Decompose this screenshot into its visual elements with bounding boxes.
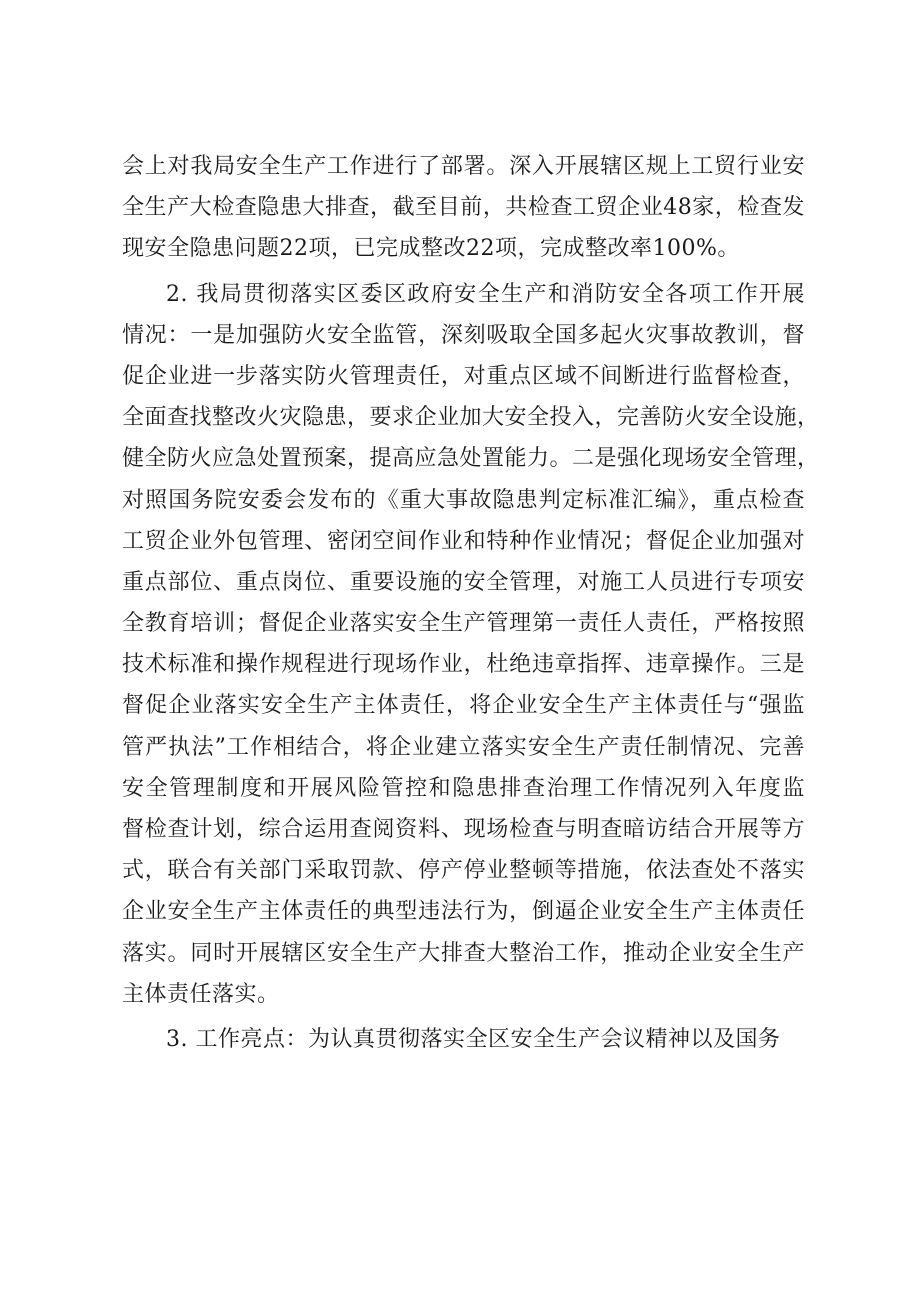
paragraph-3: [122, 1019, 805, 1060]
text-line: 促企业进一步落实防火管理责任，对重点区域不间断进行监督检查，: [122, 363, 805, 389]
text-line: 主体责任落实。: [122, 981, 280, 1007]
text-line: 全面查找整改火灾隐患，要求企业加大安全投入，完善防火安全设施，: [122, 405, 820, 431]
text-line: 会上对我局安全生产工作进行了部署。深入开展辖区规上工贸行业安: [122, 154, 805, 179]
text-line: 式，联合有关部门采取罚款、停产停业整顿等措施，依法查处不落实: [122, 858, 805, 884]
text-line: 重点部位、重点岗位、重要设施的安全管理，对施工人员进行专项安: [122, 569, 805, 595]
text-line: 全教育培训；督促企业落实安全生产管理第一责任人责任，严格按照: [122, 611, 805, 637]
text-line: 2. 我局贯彻落实区委区政府安全生产和消防安全各项工作开展: [166, 281, 805, 307]
text-line: 健全防火应急处置预案，提高应急处置能力。二是强化现场安全管理，: [122, 446, 820, 472]
text-line: 全生产大检查隐患大排查，截至目前，共检查工贸企业48家，检查发: [122, 195, 805, 221]
text-line: 对照国务院安委会发布的《重大事故隐患判定标准汇编》，重点检查: [122, 487, 805, 513]
text-line: 落实。同时开展辖区安全生产大排查大整治工作，推动企业安全生产: [122, 940, 805, 966]
text-line: 督促企业落实安全生产主体责任，将企业安全生产主体责任与“强监: [122, 693, 805, 719]
text-line: 管严执法”工作相结合，将企业建立落实安全生产责任制情况、完善: [122, 734, 805, 760]
text-line: 技术标准和操作规程进行现场作业，杜绝违章指挥、违章操作。三是: [122, 652, 805, 678]
text-line: 安全管理制度和开展风险管控和隐患排查治理工作情况列入年度监: [122, 775, 805, 801]
document-body: [122, 146, 820, 1064]
text-line: 企业安全生产主体责任的典型违法行为，倒逼企业安全生产主体责任: [122, 899, 805, 925]
paragraph-1: [122, 146, 805, 270]
text-line: 督检查计划，综合运用查阅资料、现场检查与明查暗访结合开展等方: [122, 817, 805, 842]
text-line: 工贸企业外包管理、密闭空间作业和特种作业情况；督促企业加强对: [122, 528, 805, 554]
text-line: 情况：一是加强防火安全监管，深刻吸取全国多起火灾事故教训，督: [122, 322, 805, 348]
text-line: 3. 工作亮点：为认真贯彻落实全区安全生产会议精神以及国务: [166, 1026, 781, 1052]
text-line: 现安全隐患问题22项，已完成整改22项，完成整改率100%。: [122, 236, 740, 262]
paragraph-2: [122, 274, 820, 1015]
